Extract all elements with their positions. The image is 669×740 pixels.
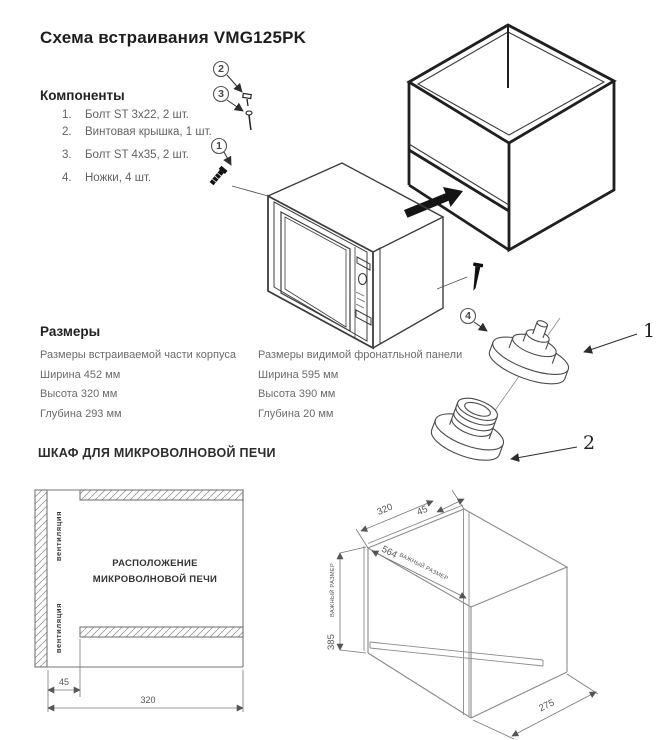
component-label: Винтовая крышка, 1 шт. [85,126,212,138]
vent-label-top: вентиляция [54,510,63,562]
side-screw [437,262,483,291]
page-title: Схема встраивания VMG125PK [40,28,307,47]
callout-1 [209,139,268,197]
iso-dim-564: 564 [379,543,399,561]
part-label-1-text: 1 [643,320,656,342]
cabinet-plan-diagram [35,490,243,712]
microwave-control-panel [356,257,371,325]
iso-dim-320: 320 [375,501,395,518]
component-number: 1. [62,109,72,121]
foot-upper-drawing [485,308,581,392]
plan-dim-320: 320 [140,695,156,705]
dimensions-front-panel-width: Ширина 595 мм [258,368,339,381]
dimensions-front-panel-height: Высота 390 мм [258,388,336,400]
iso-dim-275: 275 [537,697,557,715]
iso-dim-564-note: ВАЖНЫЙ РАЗМЕР [398,552,449,583]
cabinet-section-heading: ШКАФ ДЛЯ МИКРОВОЛНОВОЙ ПЕЧИ [38,446,276,460]
foot-lower-drawing [427,389,514,468]
exploded-installation-diagram [209,25,656,468]
iso-dim-45: 45 [415,503,430,519]
part-label-1 [584,320,655,352]
callout-4 [461,309,488,332]
dimensions-built-in-width: Ширина 452 мм [40,368,121,381]
placement-text-line1: РАСПОЛОЖЕНИЕ [112,558,198,569]
component-number: 4. [62,172,72,184]
component-label: Ножки, 4 шт. [85,172,152,184]
dimensions-built-in-height: Высота 320 мм [40,388,118,400]
callout-2-number: 2 [218,63,224,75]
component-number: 3. [62,149,72,161]
dimensions-heading: Размеры [40,324,101,339]
iso-dim-385: 385 [326,634,337,650]
plan-dim-45: 45 [58,677,70,687]
component-label: Болт ST 3x22, 2 шт. [85,109,189,121]
cabinet-wireframe-drawing [409,25,614,250]
callout-1-number: 1 [216,140,222,152]
screw-3d-icon [469,262,484,291]
dimensions-built-in-depth: Глубина 293 мм [40,407,122,420]
iso-box-wireframe [364,505,567,718]
iso-dim-385-note: ВАЖНЫЙ РАЗМЕР [330,563,336,617]
cabinet-iso-diagram [326,490,598,739]
dimensions-built-in-title: Размеры встраиваемой части корпуса [40,349,236,361]
callout-3 [214,87,253,131]
callout-4-number: 4 [465,310,471,322]
screw-cap-icon [243,93,251,106]
components-heading: Компоненты [40,88,125,103]
bolt-icon [209,166,228,186]
screw-icon [246,111,252,130]
vent-label-bottom: вентиляция [54,602,63,654]
component-number: 2. [62,126,72,138]
part-label-2-text: 2 [583,432,596,454]
dimensions-front-panel-depth: Глубина 20 мм [258,407,334,420]
placement-text-line2: МИКРОВОЛНОВОЙ ПЕЧИ [92,574,218,585]
callout-3-number: 3 [218,88,224,100]
component-label: Болт ST 4x35, 2 шт. [85,149,189,161]
dimensions-front-panel-title: Размеры видимой фронатльной панели [258,349,463,361]
part-label-2 [511,432,595,459]
